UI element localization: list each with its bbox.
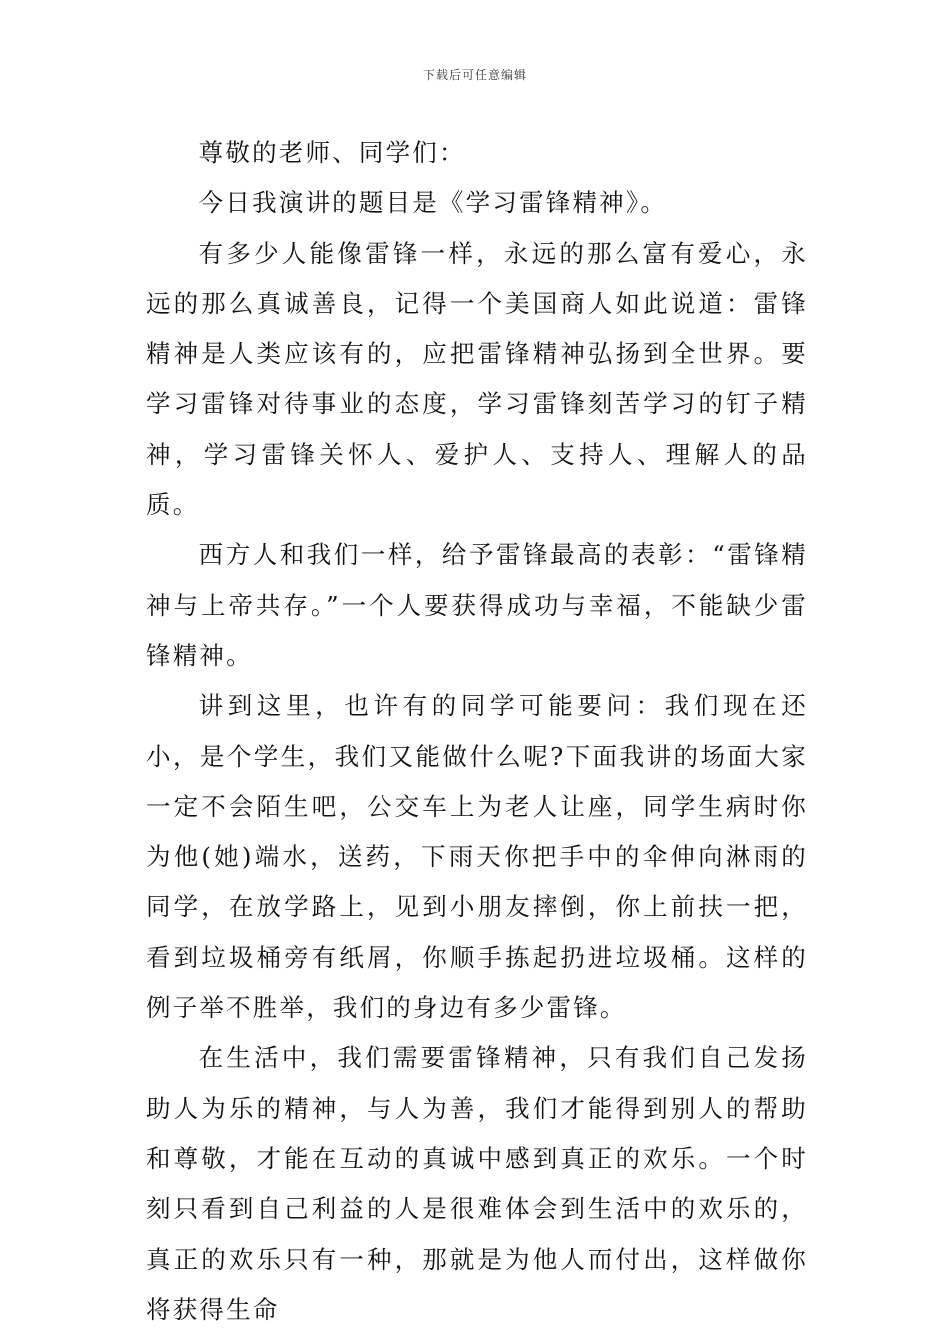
paragraph: 有多少人能像雷锋一样，永远的那么富有爱心，永远的那么真诚善良，记得一个美国商人如此说道：雷锋精神是人类应该有的，应把雷锋精神弘扬到全世界。要学习雷锋对待事业的态度，学习雷锋刻苦学习的钉子精神，学习雷锋关怀人、爱护人、支持人、理解人的品质。 (146, 238, 808, 520)
paragraph: 西方人和我们一样，给予雷锋最高的表彰：“雷锋精神与上帝共存。”一个人要获得成功与幸福，不能缺少雷锋精神。 (146, 540, 808, 670)
paragraph: 讲到这里，也许有的同学可能要问：我们现在还小，是个学生，我们又能做什么呢?下面我讲的场面大家一定不会陌生吧，公交车上为老人让座，同学生病时你为他(她)端水，送药，下雨天你把手中的伞伸向淋雨的同学，在放学路上，见到小朋友摔倒，你上前扶一把，看到垃圾桶旁有纸屑，你顺手拣起扔进垃圾桶。这样的例子举不胜举，我们的身边有多少雷锋。 (146, 691, 808, 1023)
paragraph-greeting: 尊敬的老师、同学们： (198, 138, 466, 167)
paragraph: 在生活中，我们需要雷锋精神，只有我们自己发扬助人为乐的精神，与人为善，我们才能得到别人的帮助和尊敬，才能在互动的真诚中感到真正的欢乐。一个时刻只看到自己利益的人是很难体会到生活中的欢乐的，真正的欢乐只有一种，那就是为他人而付出，这样做你将获得生命 (146, 1043, 808, 1324)
paragraph-topic: 今日我演讲的题目是《学习雷锋精神》。 (198, 188, 668, 218)
header-note: 下载后可任意编辑 (422, 68, 527, 82)
document-body (146, 128, 808, 1335)
